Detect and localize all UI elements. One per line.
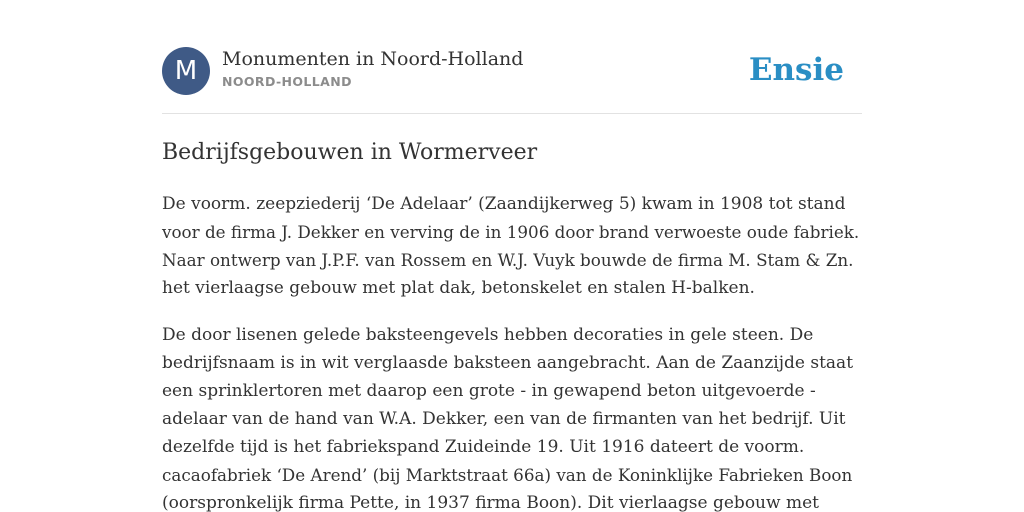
paragraph-line: (oorspronkelijk firma Pette, in 1937 firma Boon). Dit vierlaagse gebouw met xyxy=(162,493,819,512)
ensie-logo[interactable]: Ensie xyxy=(748,52,844,88)
paragraph-line: voor de firma J. Dekker en verving de in 1906 door brand verwoeste oude fabriek. xyxy=(162,222,860,242)
paragraph-line: adelaar van de hand van W.A. Dekker, een van de firmanten van het bedrijf. Uit xyxy=(162,409,846,429)
article-paragraph-1 xyxy=(162,190,862,302)
paragraph-line: De door lisenen gelede baksteengevels hebben decoraties in gele steen. De xyxy=(162,325,814,345)
paragraph-line: dezelfde tijd is het fabriekspand Zuideinde 19. Uit 1916 dateert de voorm. xyxy=(162,437,805,457)
source-title[interactable]: Monumenten in Noord-Holland xyxy=(222,48,524,70)
article-title: Bedrijfsgebouwen in Wormerveer xyxy=(162,140,538,165)
header xyxy=(162,47,862,95)
article-paragraph-2 xyxy=(162,321,862,512)
paragraph-line: het vierlaagse gebouw met plat dak, betonskelet en stalen H-balken. xyxy=(162,278,755,298)
paragraph-line: bedrijfsnaam is in wit verglaasde baksteen aangebracht. Aan de Zaanzijde staat xyxy=(162,353,854,373)
avatar[interactable]: M xyxy=(162,47,210,95)
paragraph-line: cacaofabriek ‘De Arend’ (bij Marktstraat 66a) van de Koninklijke Fabrieken Boon xyxy=(162,465,853,485)
paragraph-line: Naar ontwerp van J.P.F. van Rossem en W.J. Vuyk bouwde de firma M. Stam & Zn. xyxy=(162,250,854,270)
header-divider xyxy=(162,113,862,114)
paragraph-line: een sprinklertoren met daarop een grote - in gewapend beton uitgevoerde - xyxy=(162,381,816,401)
paragraph-line: De voorm. zeepziederij ‘De Adelaar’ (Zaandijkerweg 5) kwam in 1908 tot stand xyxy=(162,194,846,214)
source-subtitle: NOORD-HOLLAND xyxy=(222,74,352,89)
